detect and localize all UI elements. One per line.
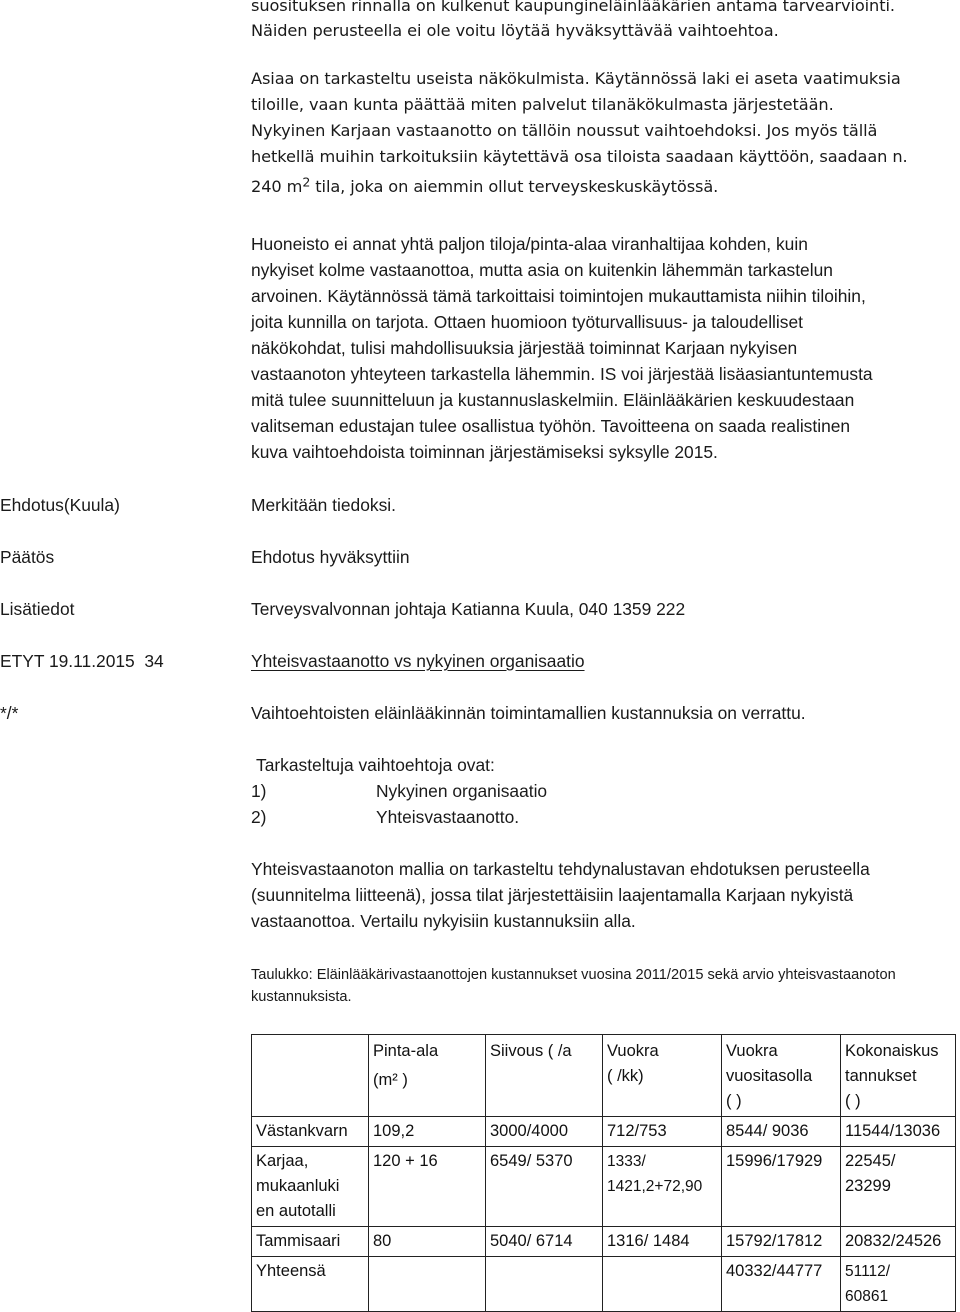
paragraph-line: kuva vaihtoehdoista toiminnan järjestämiseksi syksylle 2015. <box>251 442 718 462</box>
table-cell: Tammisaari <box>252 1227 369 1257</box>
item-title: Yhteisvastaanotto vs nykyinen organisaatio <box>251 651 585 671</box>
table-caption-line: Taulukko: Eläinlääkärivastaanottojen kustannukset vuosina 2011/2015 sekä arvio yhteisvastaanoton <box>251 967 896 983</box>
area-superscript: 2 <box>302 174 311 190</box>
table-header-cell <box>603 1035 722 1117</box>
table-cell: Västankvarn <box>252 1117 369 1147</box>
item-marker: */* <box>0 703 19 723</box>
alternative-text: Nykyinen organisaatio <box>376 781 548 801</box>
proposal-label: Ehdotus(Kuula) <box>0 495 120 515</box>
table-header-cell <box>252 1035 369 1117</box>
header-line: Vuokra <box>607 1042 659 1060</box>
info-text: Terveysvalvonnan johtaja Katianna Kuula, 040 1359 222 <box>251 599 686 619</box>
alternative-number: 2) <box>251 807 267 827</box>
header-line: (m² ) <box>373 1071 408 1089</box>
table-cell: 40332/44777 <box>722 1257 841 1312</box>
table-cell: 109,2 <box>369 1117 486 1147</box>
table-cell: 15996/17929 <box>722 1147 841 1227</box>
alternatives-heading: Tarkasteltuja vaihtoehtoja ovat: <box>256 755 495 775</box>
table-cell: 51112/ 60861 <box>841 1257 956 1312</box>
proposal-text: Merkitään tiedoksi. <box>251 495 396 515</box>
decision-label: Päätös <box>0 547 55 567</box>
table-row <box>252 1117 956 1147</box>
intro-text: Vaihtoehtoisten eläinlääkinnän toimintamallien kustannuksia on verrattu. <box>251 703 806 723</box>
table-header-row <box>252 1035 956 1117</box>
header-line: vuositasolla <box>726 1067 813 1085</box>
paragraph-line: arvoinen. Käytännössä tämä tarkoittaisi toimintojen mukauttamista niihin tiloihin, <box>251 286 866 306</box>
paragraph-line <box>251 174 719 196</box>
paragraph-line: näkökohdat, tulisi mahdollisuuksia järjestää toiminnat Karjaan nykyisen <box>251 338 798 358</box>
table-row <box>252 1147 956 1227</box>
table-caption-line: kustannuksista. <box>251 989 352 1005</box>
decision-text: Ehdotus hyväksyttiin <box>251 547 410 567</box>
table-header-cell <box>369 1035 486 1117</box>
table-cell: 20832/24526 <box>841 1227 956 1257</box>
table-cell: 5040/ 6714 <box>486 1227 603 1257</box>
table-cell: 3000/4000 <box>486 1117 603 1147</box>
alternative-text: Yhteisvastaanotto. <box>376 807 520 827</box>
header-line: Vuokra <box>726 1042 778 1060</box>
paragraph-line: vastaanottoa. Vertailu nykyisiin kustannuksiin alla. <box>251 911 636 931</box>
header-line: ( ) <box>726 1092 742 1110</box>
table-cell: 11544/13036 <box>841 1117 956 1147</box>
table-cell: 15792/17812 <box>722 1227 841 1257</box>
header-line: tannukset <box>845 1067 917 1085</box>
paragraph-line: Nykyinen Karjaan vastaanotto on tällöin noussut vaihtoehdoksi. Jos myös tällä <box>251 121 878 140</box>
paragraph-line: hetkellä muihin tarkoituksiin käytettävä osa tiloista saadaan käyttöön, saadaan n. <box>251 147 908 166</box>
table-cell: 6549/ 5370 <box>486 1147 603 1227</box>
paragraph-line: nykyiset kolme vastaanottoa, mutta asia on kuitenkin lähemmän tarkastelun <box>251 260 833 280</box>
paragraph-line: Asiaa on tarkasteltu useista näkökulmista. Käytännössä laki ei aseta vaatimuksia <box>251 69 901 88</box>
table-cell: 120 + 16 <box>369 1147 486 1227</box>
header-line: Pinta-ala <box>373 1042 439 1060</box>
table-cell <box>603 1257 722 1312</box>
paragraph-line: joita kunnilla on tarjota. Ottaen huomioon työturvallisuus- ja taloudelliset <box>251 312 803 332</box>
table-cell: 1333/ 1421,2+72,90 <box>603 1147 722 1227</box>
table-cell: 8544/ 9036 <box>722 1117 841 1147</box>
paragraph-line: Näiden perusteella ei ole voitu löytää hyväksyttävää vaihtoehtoa. <box>251 21 779 40</box>
paragraph-line: tiloille, vaan kunta päättää miten palvelut tilanäkökulmasta järjestetään. <box>251 95 834 114</box>
header-line: ( /kk) <box>607 1067 644 1085</box>
header-line: Kokonaiskus <box>845 1042 939 1060</box>
table-cell: Karjaa, mukaanluki en autotalli <box>252 1147 369 1227</box>
table-row <box>252 1257 956 1312</box>
paragraph-line: Yhteisvastaanoton mallia on tarkasteltu tehdynalustavan ehdotuksen perusteella <box>251 859 870 879</box>
table-cell <box>486 1257 603 1312</box>
info-label: Lisätiedot <box>0 599 75 619</box>
cost-table <box>251 1034 956 1312</box>
paragraph-line: mitä tulee suunnitteluun ja kustannuslaskelmiin. Eläinlääkärien keskuudestaan <box>251 390 855 410</box>
item-reference: ETYT 19.11.2015 34 <box>0 651 164 671</box>
paragraph-line: suosituksen rinnalla on kulkenut kaupungineläinlääkärien antama tarvearviointi. <box>251 0 895 15</box>
table-header-cell <box>486 1035 603 1117</box>
table-cell: Yhteensä <box>252 1257 369 1312</box>
table-cell: 712/753 <box>603 1117 722 1147</box>
paragraph-line: vastaanoton yhteyteen tarkastella lähemmin. IS voi järjestää lisäasiantuntemusta <box>251 364 873 384</box>
header-line: Siivous ( /a <box>490 1042 572 1060</box>
table-header-cell <box>841 1035 956 1117</box>
area-prefix: 240 m <box>251 177 303 196</box>
table-cell: 22545/ 23299 <box>841 1147 956 1227</box>
table-cell: 80 <box>369 1227 486 1257</box>
alternative-number: 1) <box>251 781 267 801</box>
paragraph-line: valitseman edustajan tulee osallistua työhön. Tavoitteena on saada realistinen <box>251 416 851 436</box>
table-row <box>252 1227 956 1257</box>
paragraph-line: (suunnitelma liitteenä), jossa tilat järjestettäisiin laajentamalla Karjaan nykyistä <box>251 885 854 905</box>
table-header-cell <box>722 1035 841 1117</box>
paragraph-line: Huoneisto ei annat yhtä paljon tiloja/pinta-alaa viranhaltijaa kohden, kuin <box>251 234 808 254</box>
table-cell: 1316/ 1484 <box>603 1227 722 1257</box>
area-suffix: tila, joka on aiemmin ollut terveyskeskuskäytössä. <box>310 177 719 196</box>
header-line: ( ) <box>845 1092 861 1110</box>
table-cell <box>369 1257 486 1312</box>
